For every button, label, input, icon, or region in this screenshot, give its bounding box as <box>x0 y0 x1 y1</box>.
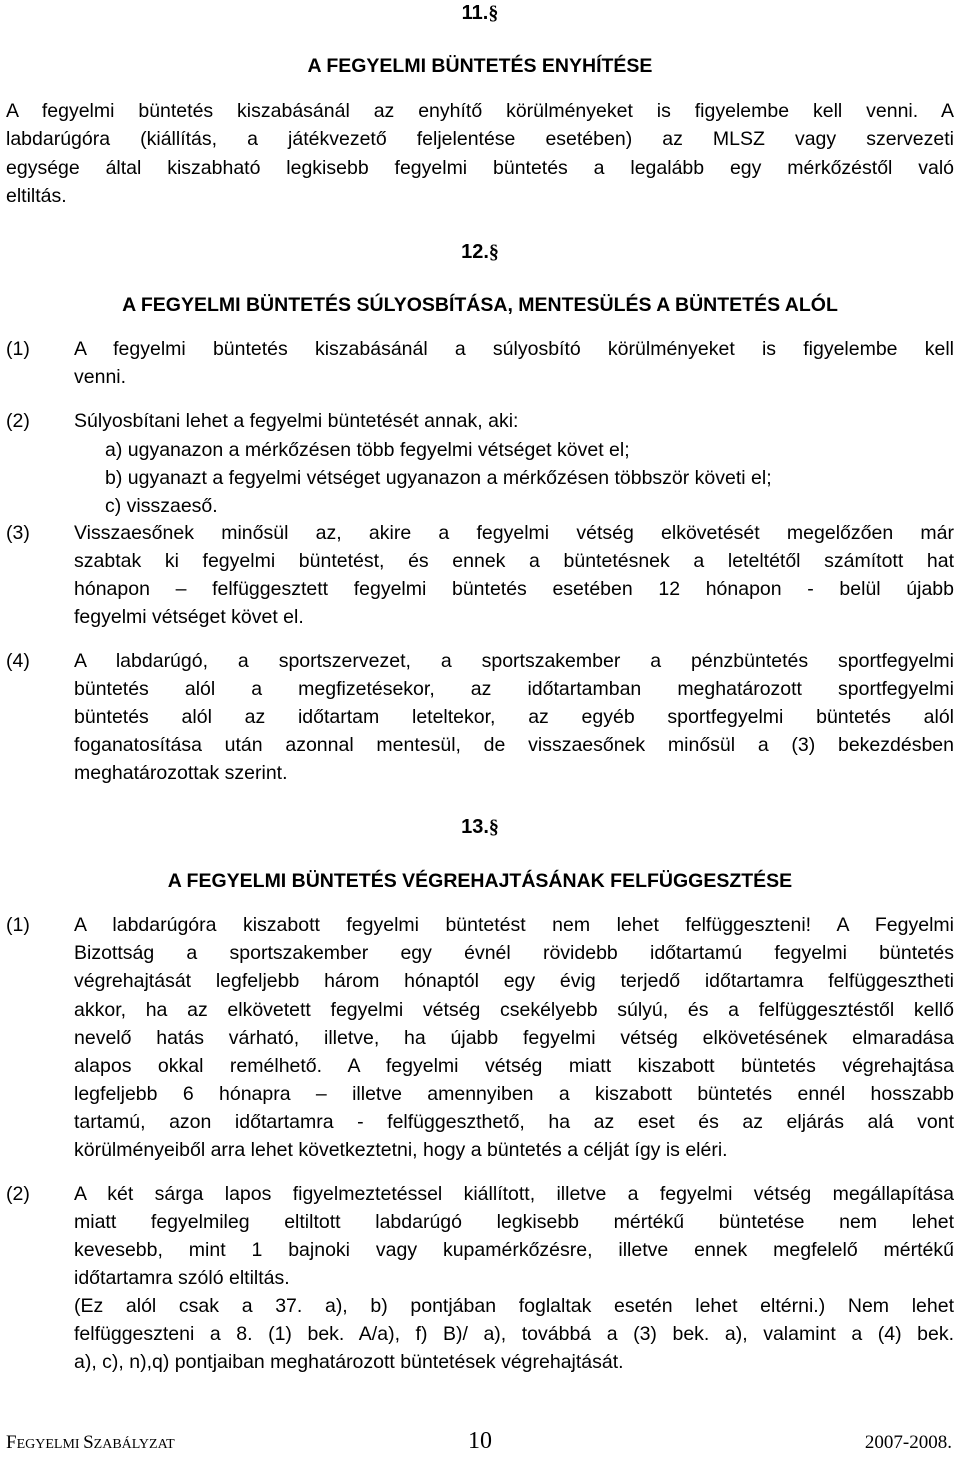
paragraph-line: Bizottság a sportszakember egy évnél rövidebb időtartamú fegyelmi büntetés <box>74 942 954 964</box>
list-item: c) visszaeső. <box>105 495 218 517</box>
section-11-heading: A FEGYELMI BÜNTETÉS ENYHÍTÉSE <box>307 55 653 77</box>
paragraph-line: nevelő hatás várható, illetve, ha újabb fegyelmi vétség elkövetésének elmaradása <box>74 1027 954 1049</box>
section-13-number: 13.§ <box>461 816 499 838</box>
paragraph-line: egysége által kiszabható legkisebb fegyelmi büntetés a legalább egy mérkőzéstől való <box>6 157 954 179</box>
paragraph-line: Visszaesőnek minősül az, akire a fegyelmi vétség elkövetését megelőzően már <box>74 522 954 544</box>
paragraph-line: A fegyelmi büntetés kiszabásánál az enyhítő körülményeket is figyelembe kell venni. A <box>6 100 954 122</box>
paragraph-line: legfeljebb 6 hónapra – illetve amennyiben a kiszabott büntetés ennél hosszabb <box>74 1083 954 1105</box>
paragraph-line: venni. <box>74 366 127 388</box>
paragraph-line: végrehajtását legfeljebb három hónaptól egy évig terjedő időtartamra felfüggesztheti <box>74 970 954 992</box>
paragraph-line: alapos okkal remélhető. A fegyelmi vétség miatt kiszabott büntetés végrehajtása <box>74 1055 954 1077</box>
paragraph-label: (4) <box>6 650 30 672</box>
section-12-heading: A FEGYELMI BÜNTETÉS SÚLYOSBÍTÁSA, MENTESÜLÉS A BÜNTETÉS ALÓL <box>122 294 838 316</box>
section-12-number: 12.§ <box>461 241 499 263</box>
paragraph-line: Súlyosbítani lehet a fegyelmi büntetését annak, aki: <box>74 410 519 432</box>
paragraph-label: (3) <box>6 522 30 544</box>
paragraph-line: foganatosítása után azonnal mentesül, de visszaesőnek minősül a (3) bekezdésben <box>74 734 954 756</box>
footer-season: 2007-2008. <box>864 1432 952 1453</box>
paragraph-line: eltiltás. <box>6 185 67 207</box>
paragraph-line: kevesebb, mint 1 bajnoki vagy kupamérkőzésre, illetve ennek megfelelő mértékű <box>74 1239 954 1261</box>
paragraph-line: szabtak ki fegyelmi büntetést, és ennek a büntetésnek a leteltétől számított hat <box>74 550 954 572</box>
paragraph-line: fegyelmi vétséget követ el. <box>74 606 304 628</box>
paragraph-line: meghatározottak szerint. <box>74 762 288 784</box>
paragraph-line: labdarúgóra (kiállítás, a játékvezető feljelentése esetében) az MLSZ vagy szervezeti <box>6 128 954 150</box>
list-item: b) ugyanazt a fegyelmi vétséget ugyanazon a mérkőzésen többször követi el; <box>105 467 772 489</box>
paragraph-line: hónapon – felfüggesztett fegyelmi büntetés esetében 12 hónapon - belül újabb <box>74 578 954 600</box>
paragraph-line: a), c), n),q) pontjaiban meghatározott büntetések végrehajtását. <box>74 1351 624 1373</box>
paragraph-label: (1) <box>6 338 30 360</box>
paragraph-line: akkor, ha az elkövetett fegyelmi vétség csekélyebb súlyú, és a felfüggesztéstől kellő <box>74 999 954 1021</box>
list-item: a) ugyanazon a mérkőzésen több fegyelmi vétséget követ el; <box>105 439 630 461</box>
paragraph-line: miatt fegyelmileg eltiltott labdarúgó legkisebb mértékű büntetése nem lehet <box>74 1211 954 1233</box>
paragraph-line: A labdarúgóra kiszabott fegyelmi büntetést nem lehet felfüggeszteni! A Fegyelmi <box>74 914 954 936</box>
section-13-heading: A FEGYELMI BÜNTETÉS VÉGREHAJTÁSÁNAK FELFÜGGESZTÉSE <box>167 870 793 892</box>
paragraph-line: (Ez alól csak a 37. a), b) pontjában foglaltak esetén lehet eltérni.) Nem lehet <box>74 1295 954 1317</box>
paragraph-line: időtartamra szóló eltiltás. <box>74 1267 290 1289</box>
paragraph-line: büntetés alól a megfizetésekor, az időtartamban meghatározott sportfegyelmi <box>74 678 954 700</box>
paragraph-line: büntetés alól az időtartam leteltekor, az egyéb sportfegyelmi büntetés alól <box>74 706 954 728</box>
paragraph-line: tartamú, azon időtartamra - felfüggeszthető, ha az eset és az eljárás alá vont <box>74 1111 954 1133</box>
paragraph-line: A fegyelmi büntetés kiszabásánál a súlyosbító körülményeket is figyelembe kell <box>74 338 954 360</box>
paragraph-line: A labdarúgó, a sportszervezet, a sportszakember a pénzbüntetés sportfegyelmi <box>74 650 954 672</box>
footer-title: FEGYELMI SZABÁLYZAT <box>6 1432 175 1453</box>
paragraph-label: (1) <box>6 914 30 936</box>
paragraph-label: (2) <box>6 1183 30 1205</box>
page-number: 10 <box>468 1428 492 1454</box>
paragraph-label: (2) <box>6 410 30 432</box>
paragraph-line: körülményeiből arra lehet következtetni, hogy a büntetés a célját így is eléri. <box>74 1139 728 1161</box>
paragraph-line: felfüggeszteni a 8. (1) bek. A/a), f) B)/ a), továbbá a (3) bek. a), valamint a (4) bek. <box>74 1323 954 1345</box>
section-11-number: 11.§ <box>461 2 499 24</box>
paragraph-line: A két sárga lapos figyelmeztetéssel kiállított, illetve a fegyelmi vétség megállapítása <box>74 1183 954 1205</box>
